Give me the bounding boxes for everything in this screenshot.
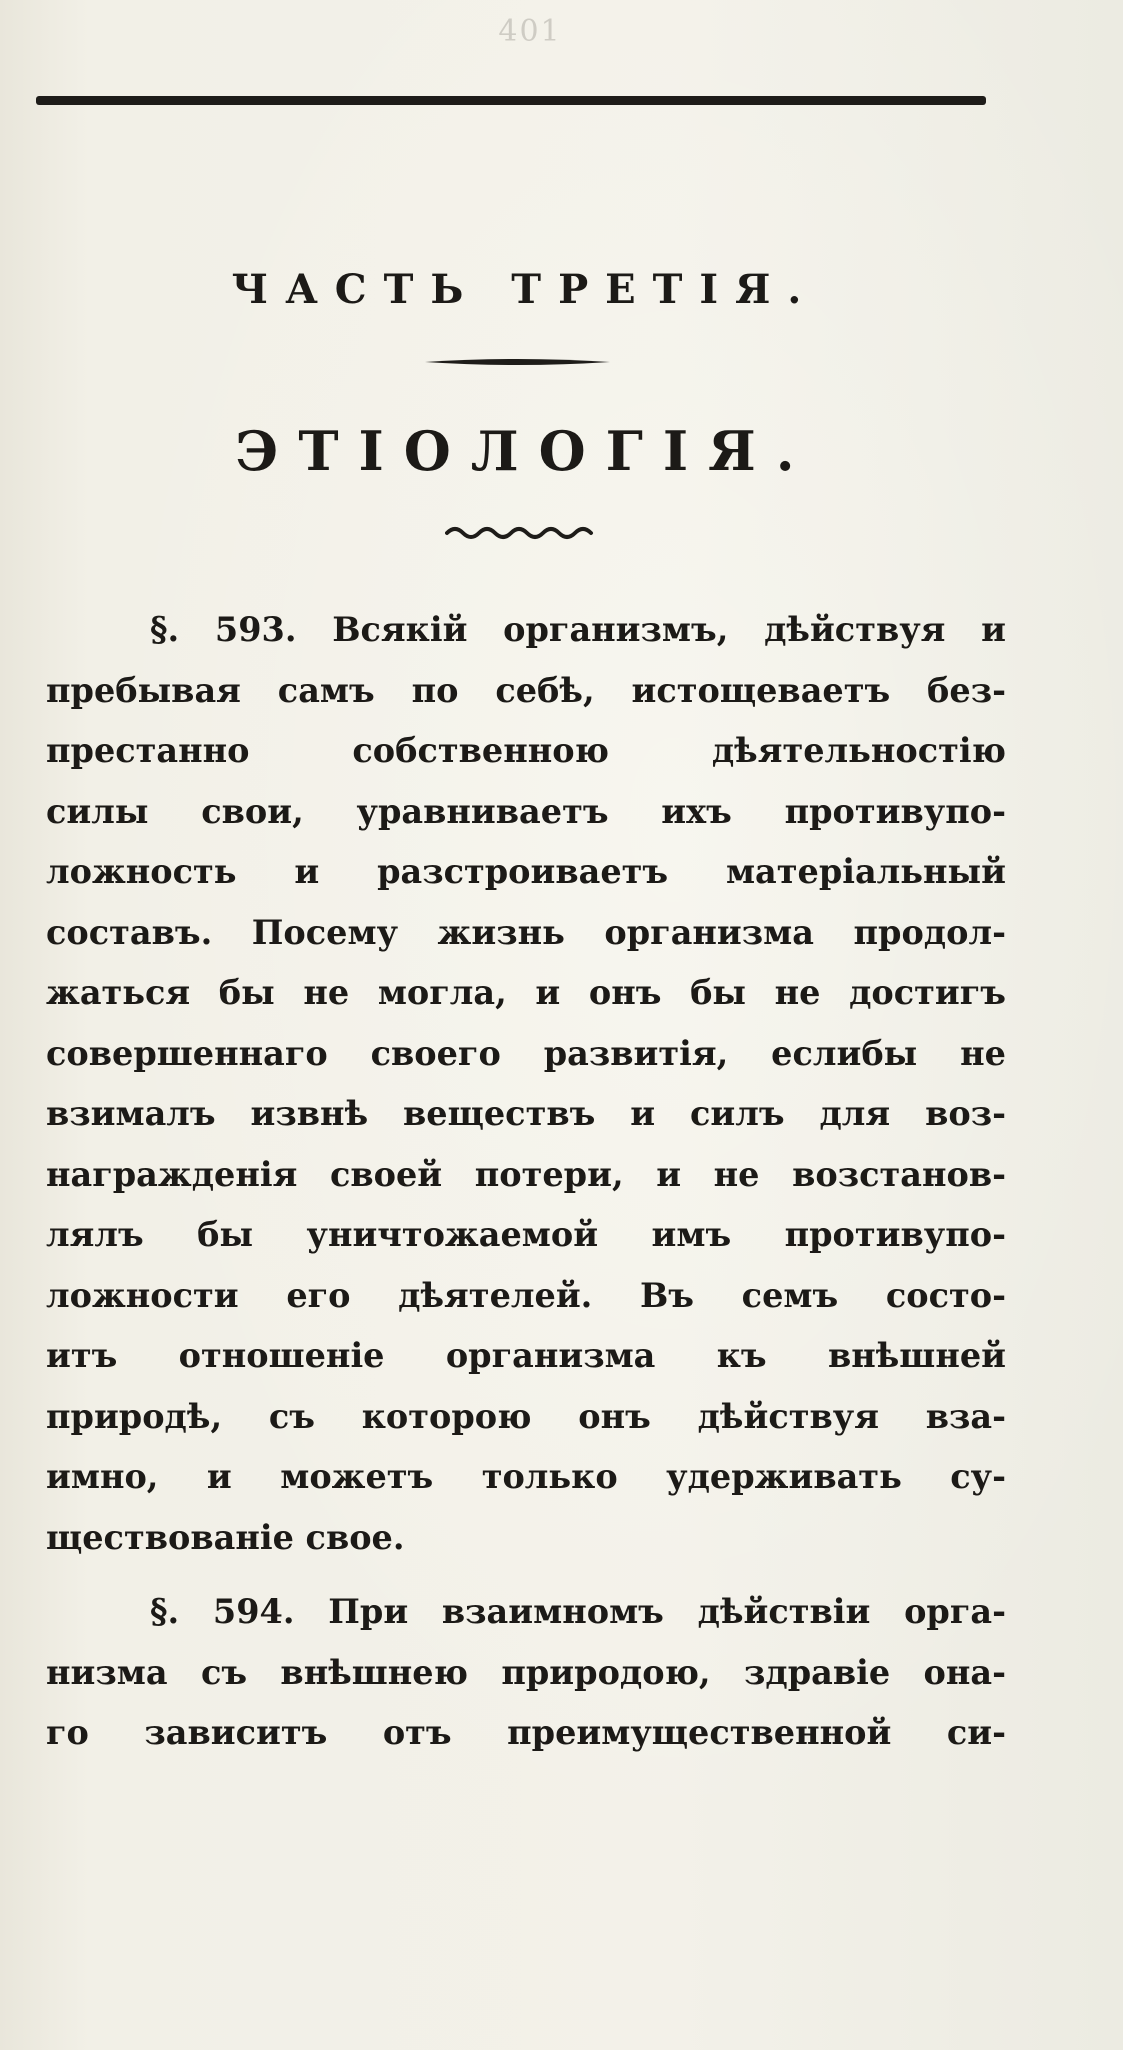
chapter-title: ЭТІОЛОГІЯ. [235,419,815,483]
text-line: лялъ бы уничтожаемой имъ противупо- [46,1215,1006,1254]
text-line: составъ. Посему жизнь организма продол- [46,912,1006,952]
paragraph-gap [46,1568,1006,1582]
text-line: пребывая самъ по себѣ, истощеваетъ без- [46,670,1006,710]
text-line: жаться бы не могла, и онъ бы не достигъ [46,973,1006,1012]
header-rule [36,96,986,105]
text-line: го зависитъ отъ преимущественной си- [46,1713,1006,1752]
wavy-ornament-divider [445,522,595,544]
paragraph-594 [46,1582,1006,1764]
text-line: ществованіе свое. [46,1517,405,1557]
text-line: природѣ, съ которою онъ дѣйствуя вза- [46,1396,1006,1436]
text-line: §. 594. При взаимномъ дѣйствіи орга- [150,1592,1006,1631]
swell-rule-divider [425,358,610,366]
text-line: §. 593. Всякій организмъ, дѣйствуя и [150,610,1006,649]
text-line: ложность и разстроиваетъ матеріальный [46,852,1006,891]
text-line: итъ отношеніе организма къ внѣшней [46,1336,1006,1375]
part-heading: ЧАСТЬ ТРЕТІЯ. [231,266,819,313]
text-line: взималъ извнѣ веществъ и силъ для воз- [46,1094,1006,1133]
text-line: имно, и можетъ только удерживать су- [46,1457,1006,1496]
text-line: награжденія своей потери, и не возстанов- [46,1154,1006,1194]
text-line: совершеннаго своего развитія, еслибы не [46,1033,1006,1073]
paragraph-593 [46,600,1006,1568]
page-number: 401 [498,14,562,49]
text-line: низма съ внѣшнею природою, здравіе она- [46,1652,1006,1692]
text-line: силы свои, уравниваетъ ихъ противупо- [46,791,1006,831]
body-text [46,600,1006,1764]
text-line: престанно собственною дѣятельностію [46,731,1006,770]
text-line: ложности его дѣятелей. Въ семъ состо- [46,1275,1006,1315]
